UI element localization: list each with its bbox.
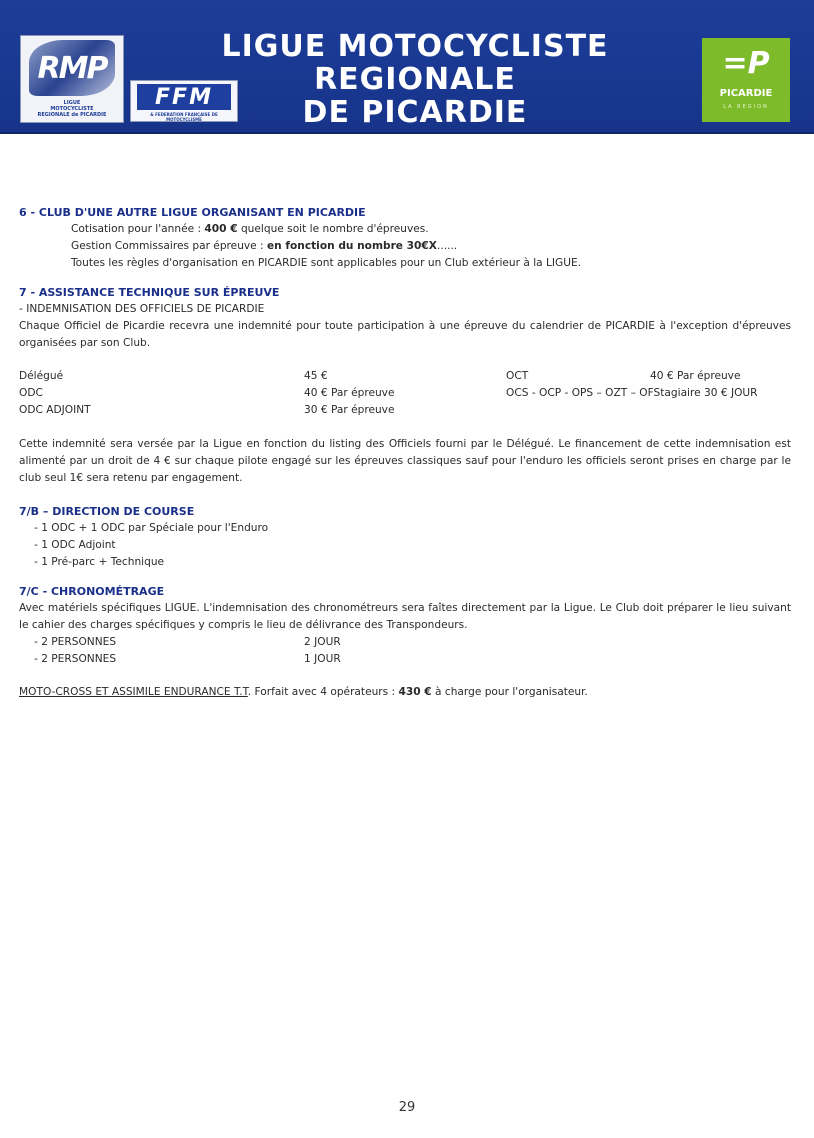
page-title [130, 30, 700, 129]
section-6-heading: 6 - CLUB D'UNE AUTRE LIGUE ORGANISANT EN PICARDIE [19, 206, 366, 219]
spacer [19, 272, 791, 284]
text: ...... [436, 240, 458, 252]
spacer [19, 487, 791, 503]
title-line-1: LIGUE MOTOCYCLISTE REGIONALE [221, 29, 609, 97]
page-number: 29 [398, 1100, 416, 1115]
section-7-paragraph-2: Cette indemnité sera versée par la Ligue en fonction du listing des Officiels fourni par le Délégué. Le financement de cette indemnisation est alimenté par un droit de 4 € sur chaque pilote engagé sur les épreuves classiques sauf pour l'enduro les officiels seront prises en charge par le club seul 1€ sera retenu par engagement. [19, 438, 791, 484]
spacer [19, 668, 791, 684]
list-item: - 1 ODC Adjoint [34, 539, 116, 551]
text: Cotisation pour l'année : [71, 223, 205, 235]
amount-oct: 40 € Par épreuve [650, 370, 741, 382]
header-banner [0, 0, 814, 134]
amount-odc: 40 € Par épreuve [304, 387, 395, 399]
region-logo-sub: LA REGION [723, 104, 769, 110]
amount-delegue: 45 € [304, 370, 328, 382]
ffm-logo-caption: & FEDERATION FRANÇAISE DE MOTOCYCLISME [150, 112, 218, 122]
spacer [19, 571, 791, 583]
chrono-row-2-staff: - 2 PERSONNES [34, 653, 117, 665]
lmrp-logo-caption: LIGUE MOTOCYCLISTE REGIONALE de PICARDIE [37, 100, 107, 118]
section-6-line-1 [19, 221, 791, 238]
section-7-heading: 7 - ASSISTANCE TECHNIQUE SUR ÉPREUVE [19, 286, 280, 299]
lmrp-logo-mark: RMP [29, 40, 115, 96]
section-7-subheading: - INDEMNISATION DES OFFICIELS DE PICARDIE [19, 303, 265, 315]
underlined-text: MOTO-CROSS ET ASSIMILE ENDURANCE T.T [19, 686, 248, 698]
lmrp-logo [20, 35, 124, 123]
region-logo-name: PICARDIE [719, 88, 773, 99]
picardie-region-logo [702, 38, 790, 122]
section-7-paragraph-1: Chaque Officiel de Picardie recevra une indemnité pour toute participation à une épreuve du calendrier de PICARDIE à l'exception d'épreuves organisées par son Club. [19, 320, 791, 349]
section-7c-heading: 7/C - CHRONOMÉTRAGE [19, 585, 165, 598]
bold-text: en fonction du nombre 30€X [267, 240, 437, 252]
list-item: - 1 Pré-parc + Technique [34, 556, 165, 568]
text: . Forfait avec 4 opérateurs : [247, 686, 399, 698]
role-delegue: Délégué [19, 370, 64, 382]
chrono-row-2-duration: 1 JOUR [304, 653, 341, 665]
chrono-row-1-duration: 2 JOUR [304, 636, 341, 648]
spacer [19, 420, 791, 436]
amount-odc-adjoint: 30 € Par épreuve [304, 404, 395, 416]
section-7b-heading: 7/B – DIRECTION DE COURSE [19, 505, 195, 518]
text: quelque soit le nombre d'épreuves. [237, 223, 429, 235]
role-oct: OCT [506, 370, 529, 382]
section-6-line-2 [19, 238, 791, 255]
document-body [19, 204, 791, 701]
role-ocs-group: OCS - OCP - OPS – OZT – OFStagiaire 30 € JOUR [506, 387, 758, 399]
ffm-logo-mark: FFM [137, 84, 231, 110]
chrono-row-1-staff: - 2 PERSONNES [34, 636, 117, 648]
role-odc-adjoint: ODC ADJOINT [19, 404, 91, 416]
text: Gestion Commissaires par épreuve : [71, 240, 267, 252]
spacer [19, 352, 791, 368]
chrono-staff-table [19, 634, 791, 668]
bold-amount: 430 € [398, 686, 432, 698]
section-6-line-3: Toutes les règles d'organisation en PICARDIE sont applicables pour un Club extérieur à la LIGUE. [71, 257, 582, 269]
role-odc: ODC [19, 387, 43, 399]
list-item: - 1 ODC + 1 ODC par Spéciale pour l'Enduro [34, 522, 269, 534]
title-line-2: DE PICARDIE [302, 95, 528, 130]
bold-amount: 400 € [204, 223, 238, 235]
section-7c-paragraph: Avec matériels spécifiques LIGUE. L'indemnisation des chronométreurs sera faîtes directement par la Ligue. Le Club doit préparer le lieu suivant le cahier des charges spécifiques y compris le lieu de délivrance des Transpondeurs. [19, 602, 791, 631]
text: à charge pour l'organisateur. [431, 686, 588, 698]
motocross-forfait-note [19, 684, 791, 701]
officials-indemnity-table [19, 368, 791, 420]
region-logo-mark: =P [722, 46, 770, 81]
